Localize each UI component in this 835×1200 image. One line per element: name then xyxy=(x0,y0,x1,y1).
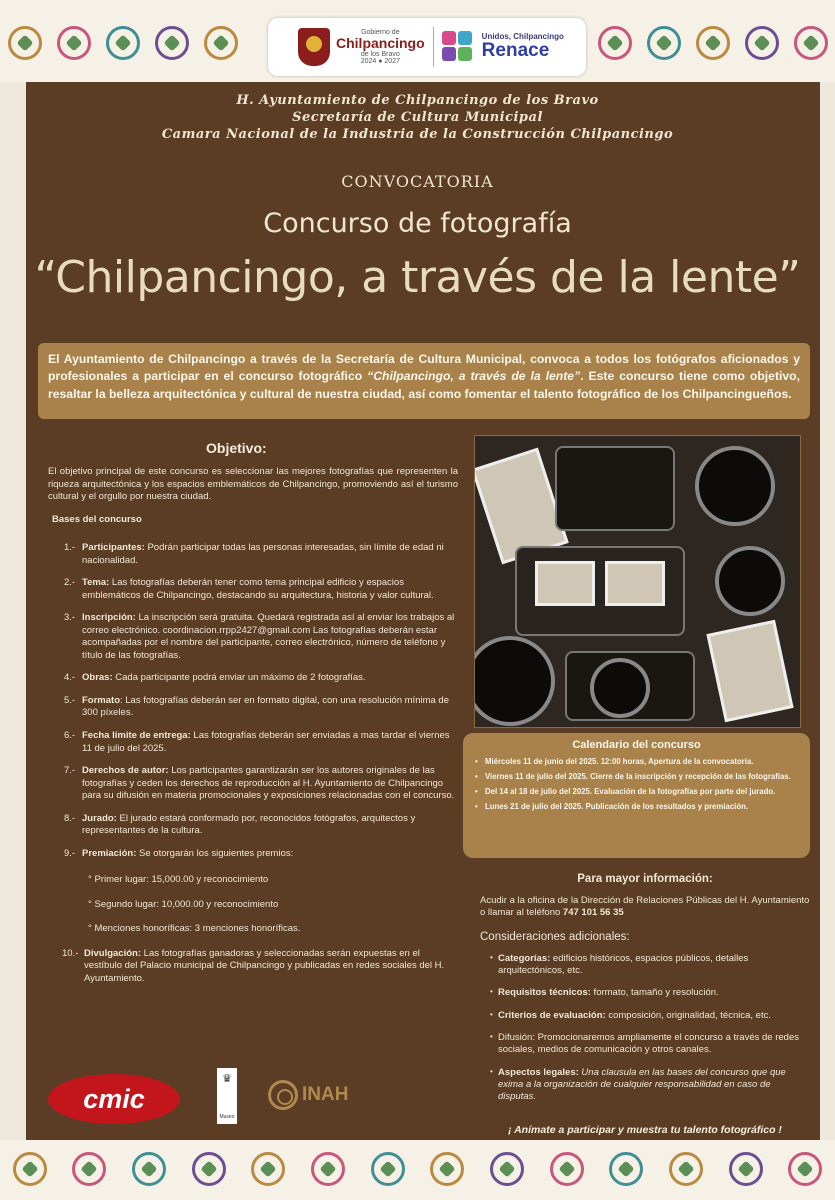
rule-item: 6.- Fecha límite de entrega: Las fotografías deberán ser enviadas a mas tardar el viernes 11 de julio del 2025. xyxy=(64,729,450,754)
intro-text: El Ayuntamiento de Chilpancingo a través de la Secretaría de Cultura Municipal, convoca a todos los fotógrafos aficionados y profesionales a participar en el concurso fotográfico xyxy=(48,352,800,384)
info-column xyxy=(480,872,810,1114)
contest-subtitle: Concurso de fotografía xyxy=(263,208,572,239)
calendar-item: • Lunes 21 de julio del 2025. Publicación de los resultados y premiación. xyxy=(473,802,800,812)
intro-italic: “Chilpancingo, a través de la lente” xyxy=(367,369,581,384)
camera-lens xyxy=(715,546,785,616)
rule-item: 1.- Participantes: Podrán participar todas las personas interesadas, sin límite de edad ni nacionalidad. xyxy=(64,542,444,566)
photo-print xyxy=(605,561,665,606)
consideration-item: • Categorías: edificios históricos, espacios públicos, detalles arquitectónicos, etc. xyxy=(480,953,810,978)
renace-logo-icon xyxy=(442,31,476,63)
rule-item: 4.- Obras: Cada participante podrá enviar un máximo de 2 fotografías. xyxy=(64,672,366,684)
institution-line: H. Ayuntamiento de Chilpancingo de los Bravo xyxy=(236,93,599,108)
decorative-flower-icon xyxy=(311,1152,345,1186)
rules-column xyxy=(48,466,458,995)
government-logo-text: Gobierno de Chilpancingo de los Bravo 2024 ● 2027 xyxy=(336,28,425,66)
coat-of-arms-icon xyxy=(298,28,330,66)
decorative-church-icon xyxy=(490,1152,524,1186)
decorative-sun-icon xyxy=(8,26,42,60)
rule-item: 7.- Derechos de autor: Los participantes garantizarán ser los autores originales de las fotografías y ceden los derechos de reproducción al H. Ayuntamiento de Chilpancingo para su difusión en materia promocionales y exposiciones relacionadas con el concurso. xyxy=(64,765,455,802)
info-title: Para mayor información: xyxy=(577,873,713,885)
decorative-pot-icon xyxy=(609,1152,643,1186)
camera-shape xyxy=(555,446,675,531)
photo-print xyxy=(535,561,595,606)
rule-item: 8.- Jurado: El jurado estará conformado por, reconocidos fotógrafos, arquitectos y representantes de la cultura. xyxy=(64,812,416,837)
contest-title: “Chilpancingo, a través de la lente” xyxy=(34,252,801,303)
decorative-sun-icon xyxy=(204,26,238,60)
bottom-decorative-border xyxy=(0,1140,835,1200)
intro-text: . Este concurso tiene como objetivo, resaltar la belleza arquitectónica y cultural de nuestra ciudad, así como fomentar el talento fotográfico de los Chilpancingueños. xyxy=(48,369,800,401)
intro-box xyxy=(38,343,810,419)
decorative-pot-icon xyxy=(371,1152,405,1186)
rule-item: 3.- Inscripción: La inscripción será gratuita. Quedará registrada así al enviar los trabajos al correo electrónico. coordinacion.rrpp2427@gmail.com Las fotografías deberán estar acompañadas por el nombre del participante, correo electrónico, número de teléfono y título de las fotografías. xyxy=(64,612,455,661)
decorative-flower-icon xyxy=(550,1152,584,1186)
camera-lens xyxy=(474,636,555,726)
info-text: Acudir a la oficina de la Dirección de Relaciones Públicas del H. Ayuntamiento o llamar al teléfono 747 101 56 35 xyxy=(480,894,810,919)
decorative-church-icon xyxy=(745,26,779,60)
museum-icon: ♛ xyxy=(222,1073,232,1085)
logo-divider xyxy=(433,27,434,67)
decorative-motif-row xyxy=(0,1152,835,1186)
calendar-item: • Del 14 al 18 de julio del 2025. Evaluación de la fotografías por parte del jurado. xyxy=(473,787,800,797)
contest-calendar xyxy=(463,733,810,858)
prize-item: ° Primer lugar: 15,000.00 y reconocimiento xyxy=(88,874,269,886)
considerations-title: Consideraciones adicionales: xyxy=(480,930,630,943)
decorative-church-icon xyxy=(132,1152,166,1186)
decorative-flower-icon xyxy=(794,26,828,60)
consideration-item: • Requisitos técnicos: formato, tamaño y resolución. xyxy=(480,987,810,999)
photo-print xyxy=(706,620,793,723)
decorative-sun-icon xyxy=(696,26,730,60)
decorative-sun-icon xyxy=(13,1152,47,1186)
decorative-flower-icon xyxy=(155,26,189,60)
renace-logo-text: Unidos, Chilpancingo Renace xyxy=(481,31,564,62)
prize-item: ° Segundo lugar: 10,000.00 y reconocimiento xyxy=(88,898,279,910)
decorative-flower-icon xyxy=(598,26,632,60)
institution-line: Secretaría de Cultura Municipal xyxy=(292,110,543,125)
camera-lens xyxy=(590,658,650,718)
closing-message: ¡ Anímate a participar y muestra tu talento fotográfico ! xyxy=(508,1124,782,1136)
rule-item: 2.- Tema: Las fotografías deberán tener como tema principal edificio y espacios emblemáticos de Chilpancingo, destacando su arquitectura, historia y valor cultural. xyxy=(64,577,434,601)
bases-title: Bases del concurso xyxy=(52,513,142,525)
objective-title: Objetivo: xyxy=(206,440,267,456)
calendar-item: • Viernes 11 de julio del 2025. Cierre de la inscripción y recepción de las fotografías. xyxy=(473,772,800,782)
inah-logo: INAH xyxy=(268,1080,348,1110)
consideration-item: • Difusión: Promocionaremos ampliamente el concurso a través de redes sociales, medios de comunicación y otros canales. xyxy=(480,1032,810,1057)
decorative-flower-icon xyxy=(788,1152,822,1186)
consideration-item: • Aspectos legales: Una clausula en las bases del concurso que que exima a la organización de cualquier responsabilidad en caso de disputas. xyxy=(480,1067,810,1104)
inah-emblem-icon xyxy=(268,1080,298,1110)
rule-item: 10.- Divulgación: Las fotografías ganadoras y seleccionadas serán expuestas en el vestíbulo del Palacio municipal de Chilpancingo y publicadas en redes sociales del H. Ayuntamiento. xyxy=(62,947,445,984)
prize-item: ° Menciones honoríficas: 3 menciones honoríficas. xyxy=(88,923,301,935)
consideration-item: • Criterios de evaluación: composición, originalidad, técnica, etc. xyxy=(480,1010,810,1022)
decorative-church-icon xyxy=(106,26,140,60)
decorative-flower-icon xyxy=(192,1152,226,1186)
objective-text: El objetivo principal de este concurso es seleccionar las mejores fotografías que representen la riqueza arquitectónica y los espacios emblemáticos de Chilpancingo, promoviendo así el turismo cultural y el orgullo por nuestra ciudad. xyxy=(48,466,458,503)
rule-item: 5.- Formato: Las fotografías deberán ser en formato digital, con una resolución mínima de 300 píxeles. xyxy=(64,694,449,719)
vintage-cameras-photo xyxy=(474,435,801,728)
museo-logo: ♛ Museo xyxy=(217,1068,237,1124)
convocatoria-heading: CONVOCATORIA xyxy=(341,172,494,191)
calendar-title: Calendario del concurso xyxy=(572,739,701,751)
calendar-item: • Miércoles 11 de junio del 2025. 12:00 horas, Apertura de la convocatoria. xyxy=(473,757,800,767)
camera-lens xyxy=(695,446,775,526)
government-logo-box xyxy=(268,18,586,76)
decorative-flower-icon xyxy=(57,26,91,60)
phone-number: 747 101 56 35 xyxy=(562,907,624,919)
rule-item: 9.- Premiación: Se otorgarán los siguientes premios: xyxy=(64,847,294,859)
decorative-church-icon xyxy=(729,1152,763,1186)
decorative-sun-icon xyxy=(251,1152,285,1186)
decorative-sun-icon xyxy=(430,1152,464,1186)
cmic-logo: cmic xyxy=(48,1074,180,1124)
institution-line: Camara Nacional de la Industria de la Construcción Chilpancingo xyxy=(161,127,674,142)
decorative-flower-icon xyxy=(72,1152,106,1186)
decorative-pot-icon xyxy=(647,26,681,60)
decorative-sun-icon xyxy=(669,1152,703,1186)
